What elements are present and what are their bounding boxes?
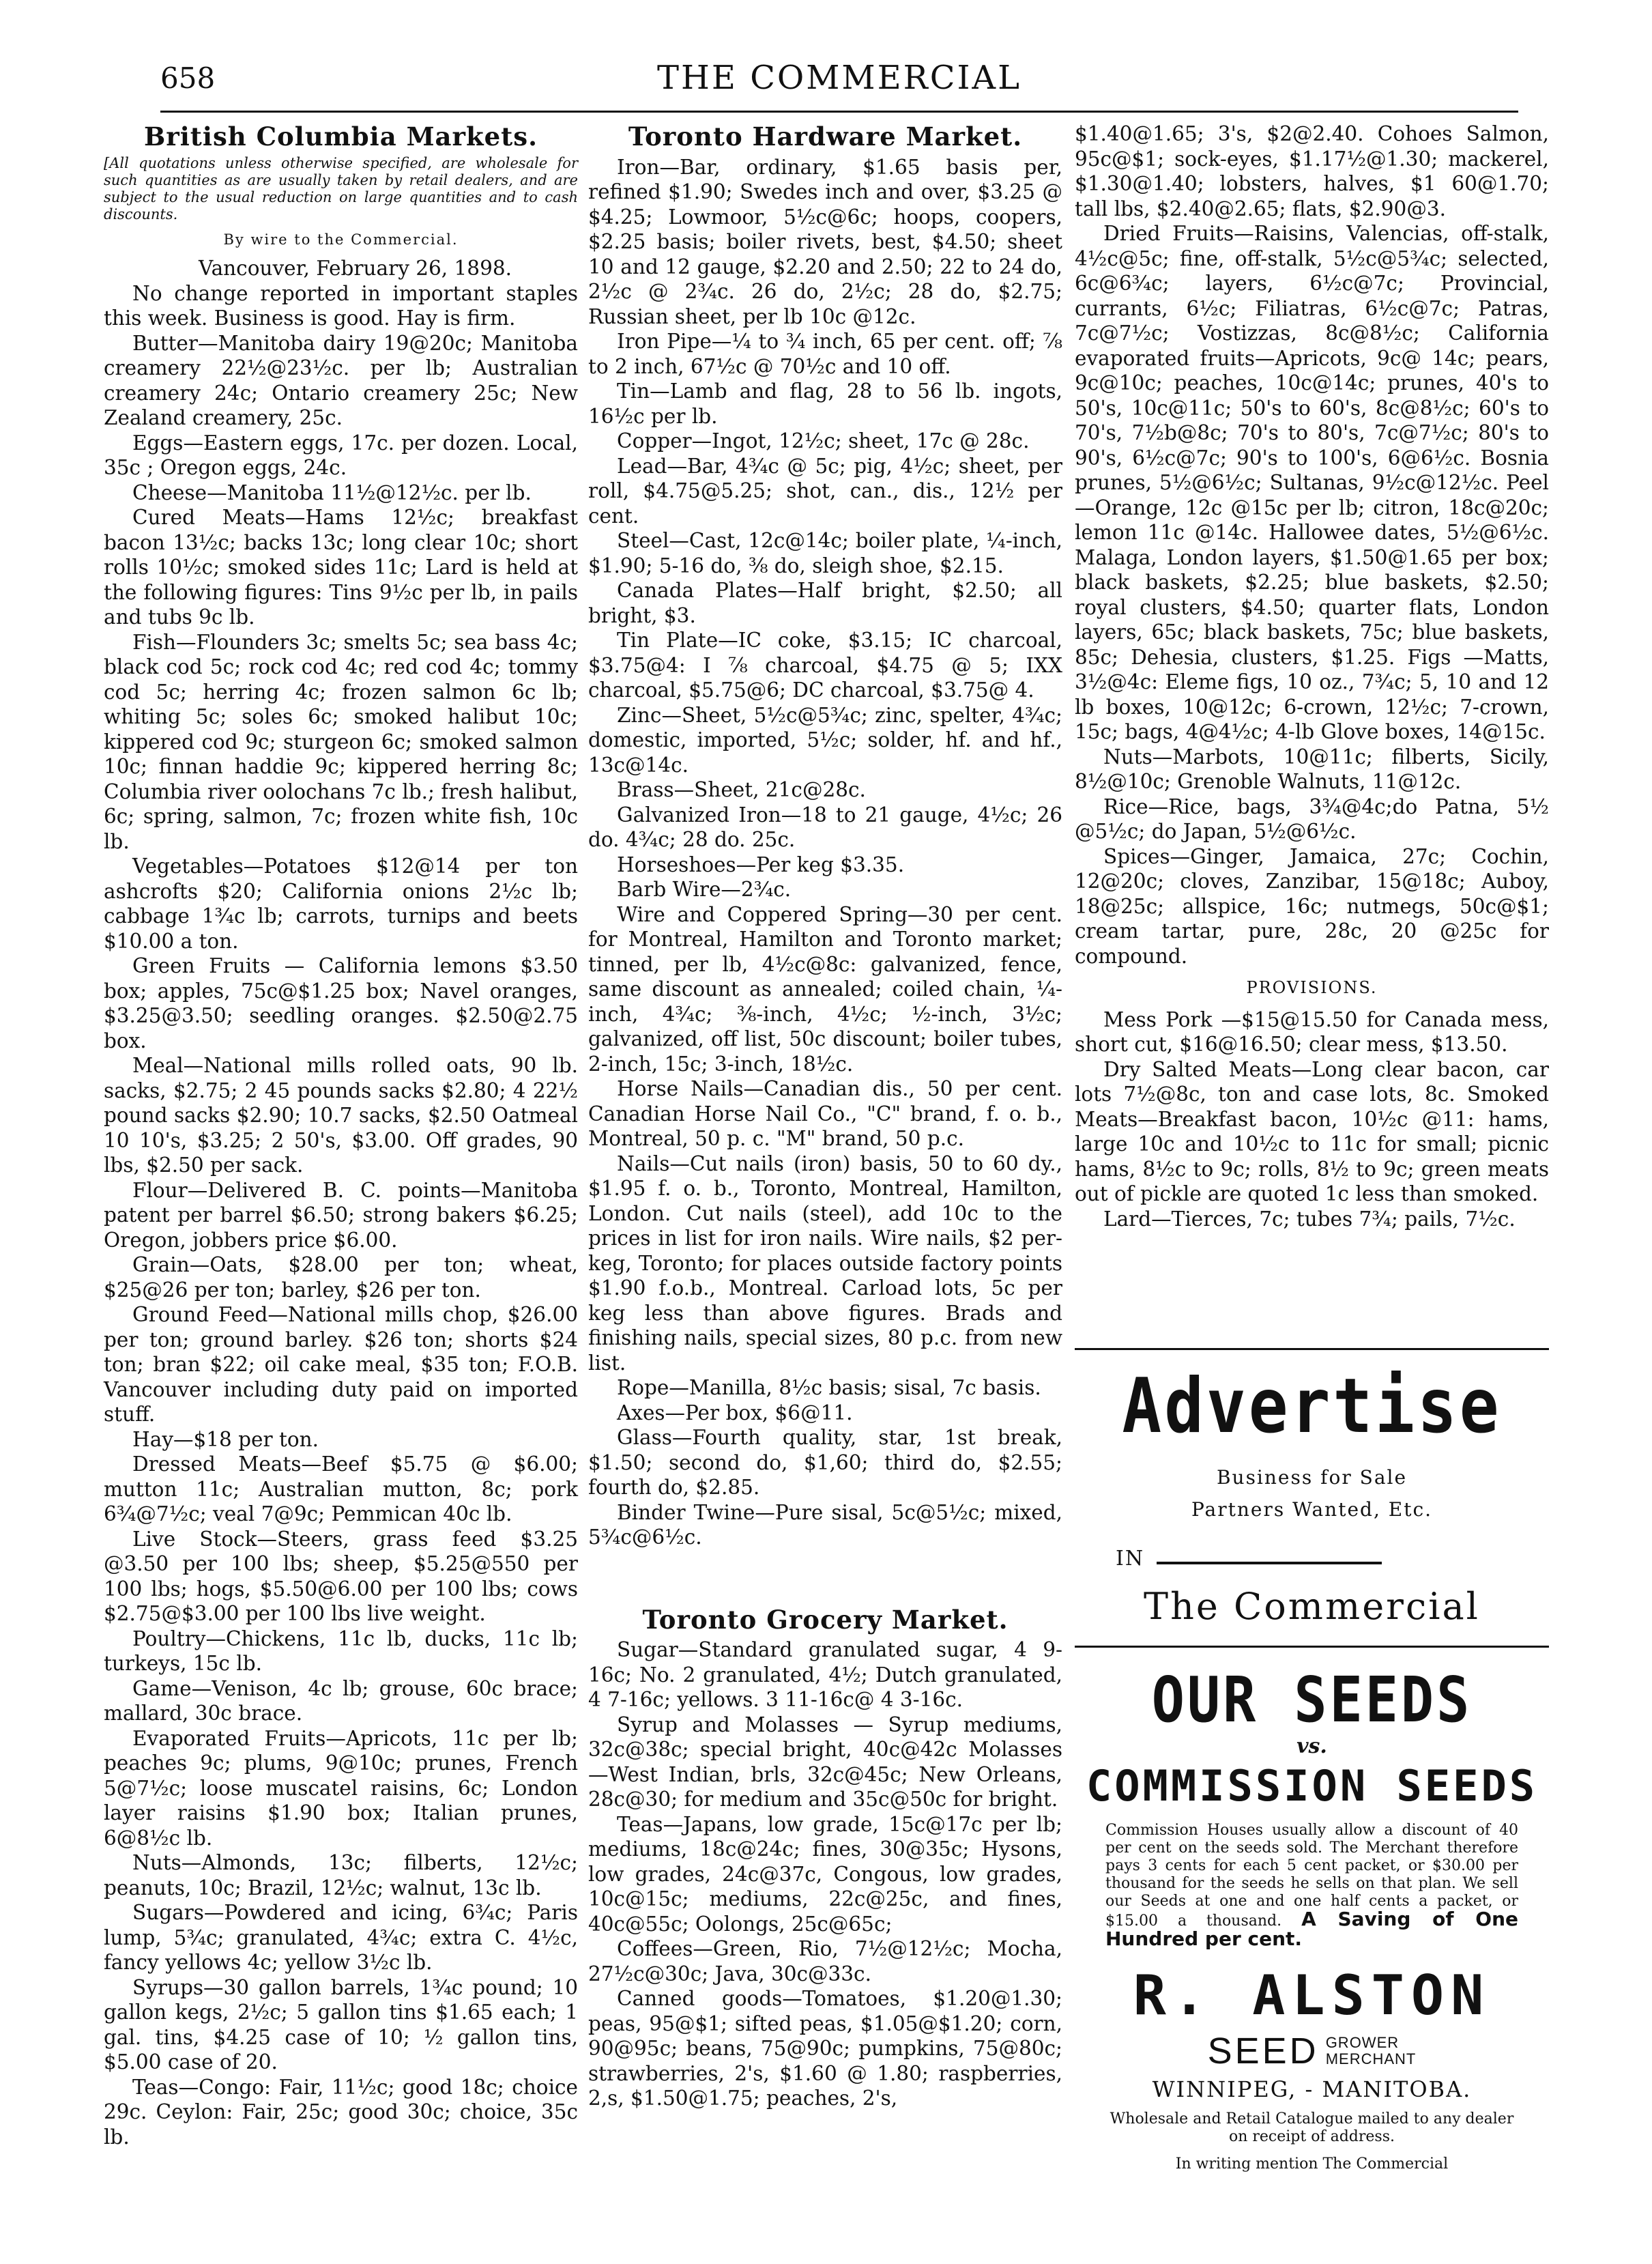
bc-byline: By wire to the Commercial. — [223, 231, 459, 248]
firm-name: R. ALSTON — [1133, 1964, 1491, 2027]
market-paragraph: Cheese—Manitoba 11½@12½c. per lb. — [132, 481, 532, 504]
ad-line-partners: Partners Wanted, Etc. — [1191, 1498, 1433, 1521]
market-paragraph: Cured Meats—Hams 12½c; breakfast bacon 13½c; backs 13c; long clear 10c; short rolls 10½c; smoked sides 11c; Lard is held at the following figures: Tins 9½c per lb, in pails and tubs 9c lb. — [104, 506, 578, 629]
market-paragraph: $1.40@1.65; 3's, $2@2.40. Cohoes Salmon, 95c@$1; sock-eyes, $1.17½@1.30; mackerel, $1.30@1.40; lobsters, halves, $1 60@1.70; tall lbs, $2.40@2.65; flats, $2.90@3. — [1075, 122, 1549, 220]
header-rule — [160, 111, 1518, 113]
ad-paper-name: The Commercial — [1144, 1585, 1480, 1628]
advertise-headline: Advertise — [1122, 1362, 1502, 1450]
market-paragraph: Glass—Fourth quality, star, 1st break, $1.50; second do, $1,60; third do, $2.55; fourth do, $2.85. — [588, 1426, 1062, 1499]
grower-merchant — [1326, 2035, 1417, 2067]
market-paragraph: Syrups—30 gallon barrels, 1¾c pound; 10 gallon kegs, 2½c; 5 gallon tins $1.65 each; 1 gal. tins, $4.25 case of 10; ½ gallon tins, $5.00 case of 20. — [104, 1975, 578, 2074]
ad-rule — [1075, 1348, 1549, 1350]
market-paragraph: Steel—Cast, 12c@14c; boiler plate, ¼-inch, $1.90; 5-16 do, ⅜ do, sleigh shoe, $2.15. — [588, 529, 1062, 577]
market-paragraph: Horse Nails—Canadian dis., 50 per cent. Canadian Horse Nail Co., "C" brand, f. o. b., Montreal, 50 p. c. "M" brand, 50 p.c. — [588, 1077, 1062, 1150]
market-paragraph: Coffees—Green, Rio, 7½@12½c; Mocha, 27½c@30c; Java, 30c@33c. — [588, 1937, 1062, 1986]
market-paragraph: Rice—Rice, bags, 3¾@4c;do Patna, 5½ @5½c; do Japan, 5½@6½c. — [1075, 794, 1549, 843]
seed-ad-saving: A Saving of One Hundred per cent. — [1105, 1908, 1518, 1950]
our-seeds-headline: OUR SEEDS — [1151, 1663, 1473, 1736]
ad-in-line — [1075, 1541, 1549, 1579]
column-2 — [588, 121, 1062, 2111]
ad-line-business: Business for Sale — [1216, 1466, 1408, 1489]
hardware-heading: Toronto Hardware Market. — [628, 121, 1023, 152]
market-paragraph: Lard—Tierces, 7c; tubes 7¾; pails, 7½c. — [1103, 1207, 1516, 1231]
ad-in-rule — [1157, 1562, 1382, 1564]
market-paragraph: Syrup and Molasses — Syrup mediums, 32c@38c; special bright, 40c@42c Molasses—West Indian, brls, 32c@45c; New Orleans, 28c@30; for medium and 35c@50c for bright. — [588, 1713, 1062, 1811]
market-paragraph: Brass—Sheet, 21c@28c. — [617, 778, 866, 801]
market-paragraph: Sugars—Powdered and icing, 6¾c; Paris lump, 5¾c; granulated, 4¾c; extra C. 4½c, fancy yellows 4c; yellow 3½c lb. — [104, 1901, 578, 1974]
market-paragraph: Nuts—Marbots, 10@11c; filberts, Sicily, 8½@10c; Grenoble Walnuts, 11@12c. — [1075, 745, 1549, 793]
market-paragraph: Canada Plates—Half bright, $2.50; all bright, $3. — [588, 579, 1062, 627]
market-paragraph: Horseshoes—Per keg $3.35. — [617, 852, 905, 876]
market-paragraph: Poultry—Chickens, 11c lb, ducks, 11c lb; turkeys, 15c lb. — [104, 1627, 578, 1675]
mention-note: In writing mention The Commercial — [1175, 2155, 1449, 2173]
merchant-word: MERCHANT — [1325, 2050, 1417, 2067]
market-paragraph: Meal—National mills rolled oats, 90 lb. sacks, $2.75; 2 45 pounds sacks $2.80; 4 22½ pound sacks $2.90; 10.7 sacks, $2.50 Oatmeal 10 10's, $3.25; 2 50's, $3.00. Off grades, 90 lbs, $2.50 per sack. — [104, 1054, 578, 1177]
advertisement-area — [1075, 1348, 1549, 2173]
market-paragraph: Game—Venison, 4c lb; grouse, 60c brace; mallard, 30c brace. — [104, 1676, 578, 1725]
market-paragraph: Teas—Japans, low grade, 15c@17c per lb; mediums, 18c@24c; fines, 30@35c; Hysons, low grades, 24c@37c, Congous, low grades, 10c@15c; mediums, 22c@25c, and fines, 40c@55c; Oolongs, 25c@65c; — [588, 1812, 1062, 1936]
market-paragraph: Tin—Lamb and flag, 28 to 56 lb. ingots, 16½c per lb. — [588, 379, 1062, 428]
ad-rule — [1075, 1646, 1549, 1648]
market-paragraph: Teas—Congo: Fair, 11½c; good 18c; choice 29c. Ceylon: Fair, 25c; good 30c; choice, 35c lb. — [104, 2075, 578, 2149]
market-paragraph: Axes—Per box, $6@11. — [617, 1401, 853, 1424]
bc-note: [All quotations unless otherwise specified, are wholesale for such quantities as are usually taken by retail dealers, and are subject to the usual reduction on large quantities and to cash discounts. — [104, 154, 578, 223]
market-paragraph: Spices—Ginger, Jamaica, 27c; Cochin, 12@20c; cloves, Zanzibar, 15@18c; Auboy, 18@25c; allspice, 16c; nutmegs, 50c@$1; cream tartar, pure, 28c, 20 @25c for compound. — [1075, 844, 1549, 968]
seed-merchant-line — [1075, 2030, 1549, 2072]
masthead-title: THE COMMERCIAL — [657, 59, 1021, 97]
market-paragraph: Flour—Delivered B. C. points—Manitoba patent per barrel $6.50; strong bakers $6.25; Oregon, jobbers price $6.00. — [104, 1178, 578, 1252]
market-paragraph: Evaporated Fruits—Apricots, 11c per lb; peaches 9c; plums, 9@10c; prunes, French 5@7½c; loose muscatel raisins, 6c; London layer raisins $1.90 box; Italian prunes, 6@8½c lb. — [104, 1726, 578, 1850]
bc-dateline: Vancouver, February 26, 1898. — [199, 257, 512, 280]
market-paragraph: Fish—Flounders 3c; smelts 5c; sea bass 4c; black cod 5c; rock cod 4c; red cod 4c; tommy cod 5c; herring 4c; frozen salmon 6c lb; whiting 5c; soles 6c; smoked halibut 10c; kippered cod 9c; sturgeon 6c; smoked salmon 10c; finnan haddie 9c; kippered herring 8c; Columbia river oolochans 7c lb.; fresh halibut, 6c; spring, salmon, 7c; frozen white fish, 10c lb. — [104, 630, 578, 853]
market-paragraph: No change reported in important staples this week. Business is good. Hay is firm. — [104, 281, 578, 330]
market-paragraph: Dressed Meats—Beef $5.75 @ $6.00; mutton 11c; Australian mutton, 8c; pork 6¾@7½c; veal 7@9c; Pemmican 40c lb. — [104, 1452, 578, 1525]
commission-seeds-headline: COMMISSION SEEDS — [1086, 1761, 1538, 1811]
market-paragraph: Dry Salted Meats—Long clear bacon, car lots 7½@8c, ton and case lots, 8c. Smoked Meats—Breakfast bacon, 10½c @11: hams, large 10c and 10½c to 11c for small; picnic hams, 8½c to 9c; rolls, 8½ to 9c; green meats out of pickle are quoted 1c less than smoked. — [1075, 1057, 1549, 1205]
seed-ad-body — [1105, 1822, 1518, 1950]
market-paragraph: Iron Pipe—¼ to ¾ inch, 65 per cent. off; ⅞ to 2 inch, 67½c @ 70½c and 10 off. — [588, 330, 1062, 378]
market-paragraph: Ground Feed—National mills chop, $26.00 per ton; ground barley. $26 ton; shorts $24 ton; bran $22; oil cake meal, $35 ton; F.O.B. Vancouver including duty paid on imported stuff. — [104, 1303, 578, 1426]
market-paragraph: Tin Plate—IC coke, $3.15; IC charcoal, $3.75@4: I ⅞ charcoal, $4.75 @ 5; IXX charcoal, $5.75@6; DC charcoal, $3.75@ 4. — [588, 629, 1062, 702]
column-3 — [1075, 121, 1549, 1231]
section-gap — [588, 1550, 1062, 1605]
market-paragraph: Hay—$18 per ton. — [132, 1427, 319, 1451]
column-1 — [104, 121, 578, 2149]
market-paragraph: Nails—Cut nails (iron) basis, 50 to 60 dy., $1.95 f. o. b., Toronto, Montreal, Hamilton, London. Cut nails (steel), add 10c to the prices in list for iron nails. Wire nails, $2 per-keg, Toronto; for places outside factory points $1.90 f.o.b., Montreal. Carload lots, 5c per keg less than above figures. Brads and finishing nails, special sizes, 80 p.c. from new list. — [588, 1151, 1062, 1375]
market-paragraph: Eggs—Eastern eggs, 17c. per dozen. Local, 35c ; Oregon eggs, 24c. — [104, 431, 578, 479]
page-number: 658 — [160, 61, 216, 95]
market-paragraph: Canned goods—Tomatoes, $1.20@1.30; peas, 95@$1; sifted peas, $1.05@$1.20; corn, 90@95c; beans, 75@90c; pumpkins, 75@80c; strawberries, 2's, $1.60 @ 1.80; raspberries, 2,s, $1.50@1.75; peaches, 2's, — [588, 1987, 1062, 2110]
grocery-heading: Toronto Grocery Market. — [642, 1604, 1009, 1635]
market-paragraph: Barb Wire—2¾c. — [617, 878, 792, 901]
market-paragraph: Binder Twine—Pure sisal, 5c@5½c; mixed, 5¾c@6½c. — [588, 1500, 1062, 1549]
market-paragraph: Sugar—Standard granulated sugar, 4 9-16c; No. 2 granulated, 4½; Dutch granulated, 4 7-16c; yellows. 3 11-16c@ 4 3-16c. — [588, 1638, 1062, 1711]
bc-heading: British Columbia Markets. — [143, 121, 538, 152]
seed-word: SEED — [1207, 2031, 1319, 2072]
vs-label: vs. — [1296, 1734, 1327, 1758]
market-paragraph: Galvanized Iron—18 to 21 gauge, 4½c; 26 do. 4¾c; 28 do. 25c. — [588, 803, 1062, 851]
page-header — [160, 55, 1518, 102]
firm-city: WINNIPEG, - MANITOBA. — [1152, 2076, 1472, 2102]
market-paragraph: Green Fruits — California lemons $3.50 box; apples, 75c@$1.25 box; Navel oranges, $3.25@3.50; seedling oranges. $2.50@2.75 box. — [104, 954, 578, 1052]
market-paragraph: Butter—Manitoba dairy 19@20c; Manitoba creamery 22½@23½c. per lb; Australian creamery 24c; Ontario creamery 25c; New Zealand creamery, 25c. — [104, 331, 578, 429]
market-paragraph: Vegetables—Potatoes $12@14 per ton ashcrofts $20; California onions 2½c lb; cabbage 1¾c lb; carrots, turnips and beets $10.00 a ton. — [104, 855, 578, 953]
ad-in-word: IN — [1116, 1547, 1145, 1571]
market-paragraph: Nuts—Almonds, 13c; filberts, 12½c; peanuts, 10c; Brazil, 12½c; walnut, 13c lb. — [104, 1851, 578, 1900]
provisions-heading: PROVISIONS. — [1246, 978, 1378, 997]
market-paragraph: Lead—Bar, 4¾c @ 5c; pig, 4½c; sheet, per roll, $4.75@5.25; shot, can., dis., 12½ per cent. — [588, 454, 1062, 528]
market-paragraph: Dried Fruits—Raisins, Valencias, off-stalk, 4½c@5c; fine, off-stalk, 5½c@5¾c; selected, 6c@6¾c; layers, 6½c@7c; Provincial, currants, 6½c; Filiatras, 6½c@7c; Patras, 7c@7½c; Vostizzas, 8c@8½c; California evaporated fruits—Apricots, 9c@ 14c; pears, 9c@10c; peaches, 10c@14c; prunes, 40's to 50's, 10c@11c; 50's to 60's, 8c@8½c; 60's to 70's, 7½b@8c; 70's to 80's, 7c@7½c; 80's to 90's, 6½c@7c; 90's to 100's, 6@6½c. Bosnia prunes, 5½@6½c; Sultanas, 9½c@12½c. Peel—Orange, 12c @15c per lb; citron, 18c@20c; lemon 11c @14c. Hallowee dates, 5½@6½c. Malaga, London layers, $1.50@1.65 per box; black baskets, $2.25; blue baskets, $2.50; royal clusters, $4.50; quarter flats, London layers, 65c; black baskets, 75c; blue baskets, 85c; Dehesia, clusters, $1.25. Figs —Matts, 3½@4c: Eleme figs, 10 oz., 7¾c; 5, 10 and 12 lb boxes, 10@12c; 6-crown, 12½c; 7-crown, 15c; bags, 4@4½c; 4-lb Glove boxes, 14@15c. — [1075, 222, 1549, 743]
market-paragraph: Rope—Manilla, 8½c basis; sisal, 7c basis. — [617, 1376, 1041, 1399]
market-paragraph: Grain—Oats, $28.00 per ton; wheat, $25@26 per ton; barley, $26 per ton. — [104, 1253, 578, 1302]
market-paragraph: Zinc—Sheet, 5½c@5¾c; zinc, spelter, 4¾c; domestic, imported, 5½c; solder, hf. and hf., 13c@14c. — [588, 703, 1062, 777]
grower-word: GROWER — [1325, 2034, 1400, 2051]
market-paragraph: Wire and Coppered Spring—30 per cent. for Montreal, Hamilton and Toronto market; tinned, per lb, 4½c@8c: galvanized, fence, same discount as annealed; coiled chain, ¼-inch, 4¾c; ⅜-inch, 4½c; ½-inch, 3½c; galvanized, off list, 50c discount; boiler tubes, 2-inch, 15c; 3-inch, 18½c. — [588, 902, 1062, 1076]
market-paragraph: Live Stock—Steers, grass feed $3.25 @3.50 per 100 lbs; sheep, $5.25@550 per 100 lbs; hogs, $5.50@6.00 per 100 lbs; cows $2.75@$3.00 per 100 lbs live weight. — [104, 1527, 578, 1625]
market-paragraph: Mess Pork —$15@15.50 for Canada mess, short cut, $16@16.50; clear mess, $13.50. — [1075, 1007, 1549, 1056]
market-paragraph: Iron—Bar, ordinary, $1.65 basis per, refined $1.90; Swedes inch and over, $3.25 @ $4.25; Lowmoor, 5½c@6c; hoops, coopers, $2.25 basis; boiler rivets, best, $4.50; sheet 10 and 12 gauge, $2.20 and 2.50; 22 to 24 do, 2½c @ 2¾c. 26 do, 2½c; 28 do, $2.75; Russian sheet, per lb 10c @12c. — [588, 155, 1062, 328]
seed-ad-text: Commission Houses usually allow a discount of 40 per cent on the seeds sold. The Merchant therefore pays 3 cents for each 5 cent packet, or $30.00 per thousand for the seeds he sells on that plan. We sell our Seeds at one and one half cents a packet, or $15.00 a thousand. — [1105, 1822, 1518, 1930]
catalogue-note: Wholesale and Retail Catalogue mailed to any dealer on receipt of address. — [1110, 2110, 1514, 2145]
market-paragraph: Copper—Ingot, 12½c; sheet, 17c @ 28c. — [617, 429, 1030, 453]
